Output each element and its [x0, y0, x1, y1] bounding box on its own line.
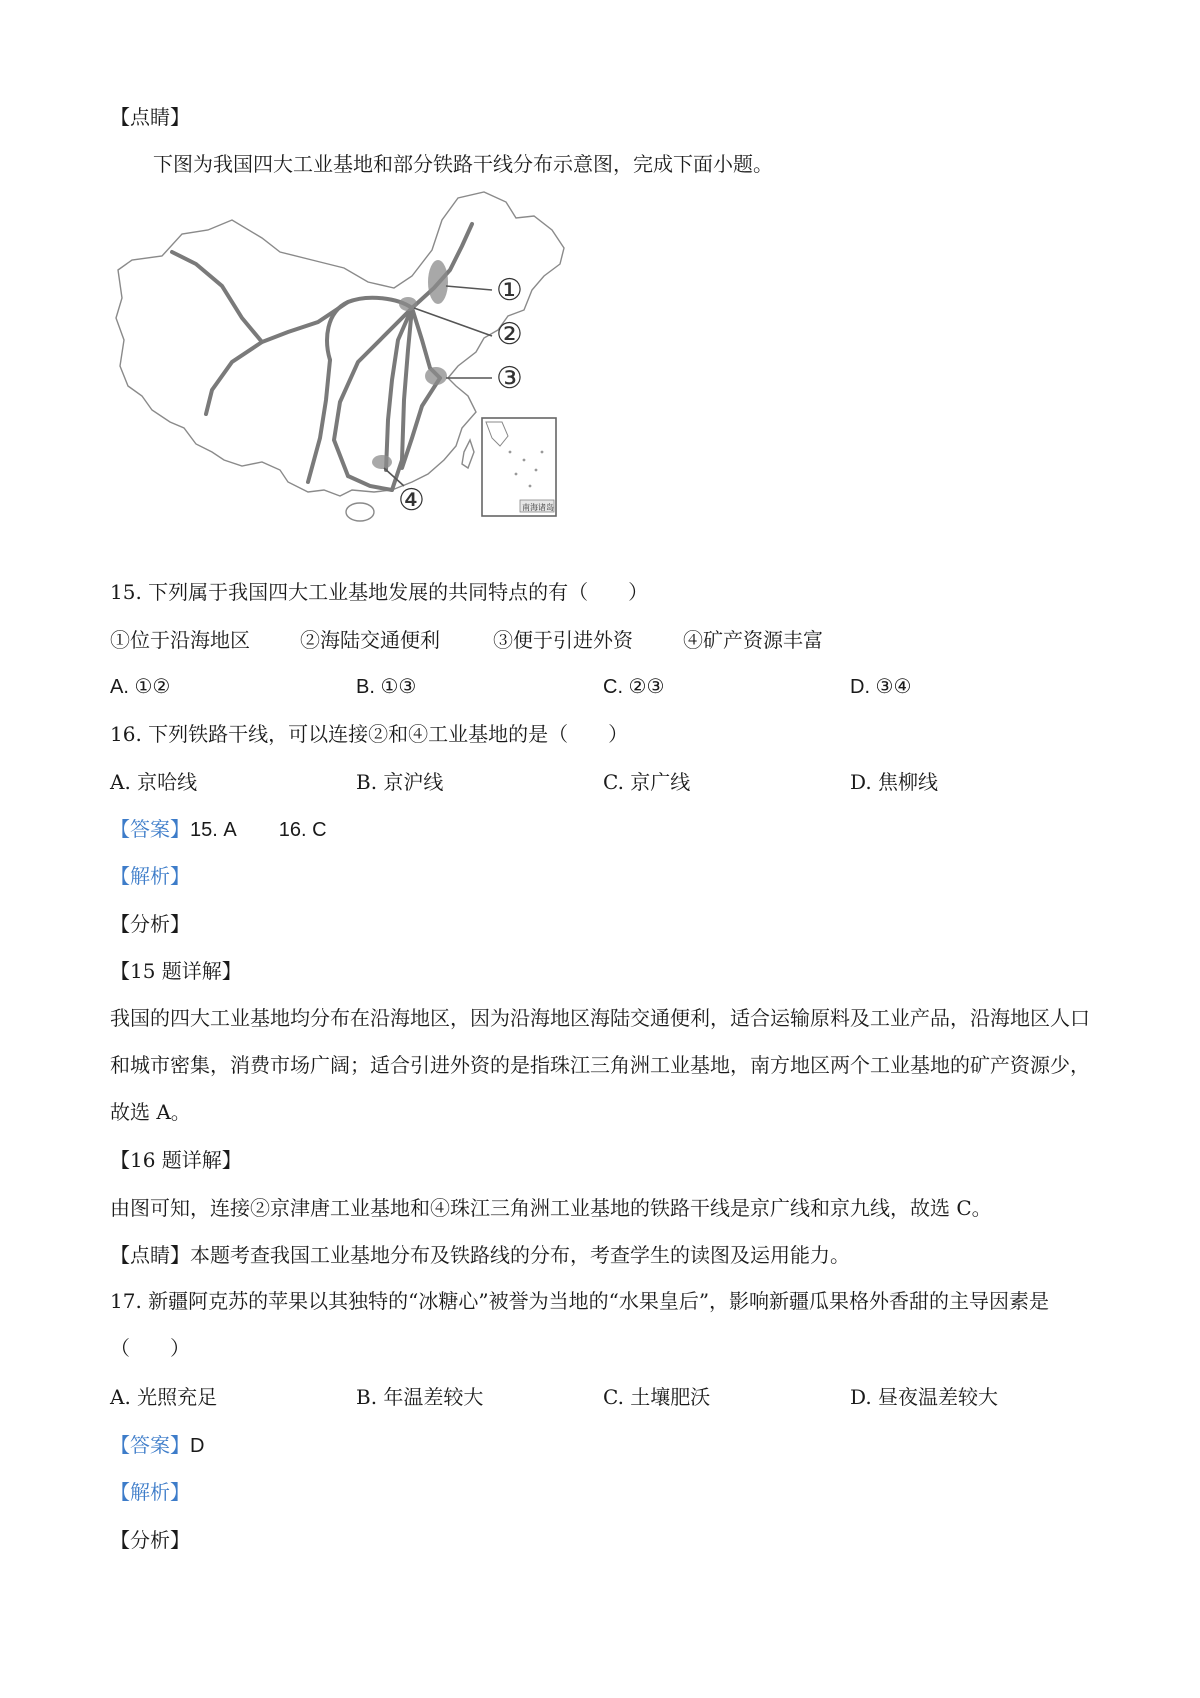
- q16-option-d: D. 焦柳线: [850, 770, 939, 794]
- detail15-heading: 【15 题详解】: [110, 959, 242, 983]
- tip-heading: 【点睛】: [110, 105, 190, 129]
- industrial-base-3: [425, 367, 447, 385]
- south-china-sea-inset: [482, 418, 556, 516]
- tip-text: 本题考查我国工业基地分布及铁路线的分布，考查学生的读图及运用能力。: [190, 1243, 850, 1267]
- hainan-island: [346, 503, 374, 521]
- q15-statement-2: ②海陆交通便利: [300, 628, 440, 652]
- inset-caption: 南海诸岛: [522, 503, 554, 512]
- railway-line: [348, 476, 392, 490]
- industrial-base-4: [372, 455, 392, 469]
- fenxi-label: 【分析】: [110, 912, 190, 936]
- detail16-heading: 【16 题详解】: [110, 1148, 242, 1172]
- taiwan-island: [462, 440, 474, 468]
- china-industrial-base-map: [112, 190, 612, 562]
- q15-option-c: C. ②③: [603, 676, 665, 698]
- detail16-text: 由图可知，连接②京津唐工业基地和④珠江三角洲工业基地的铁路干线是京广线和京九线，故选 C。: [110, 1196, 992, 1220]
- answer-label-2: 【答案】: [110, 1433, 190, 1457]
- q15-stem: 15. 下列属于我国四大工业基地发展的共同特点的有（ ）: [110, 580, 649, 604]
- analysis-label: 【解析】: [110, 864, 190, 888]
- q16-option-b: B. 京沪线: [356, 770, 444, 794]
- answer-value-15: 15. A: [190, 819, 237, 841]
- q17-stem: 17. 新疆阿克苏的苹果以其独特的“冰糖心”被誉为当地的“水果皇后”，影响新疆瓜果格外香甜的主导因素是（ ）: [110, 1289, 1050, 1360]
- q15-option-b: B. ①③: [356, 676, 417, 698]
- q17-option-a: A. 光照充足: [110, 1385, 218, 1409]
- q15-statement-4: ④矿产资源丰富: [683, 628, 823, 652]
- q15-option-a: A. ①②: [110, 676, 171, 698]
- analysis-label-2: 【解析】: [110, 1480, 190, 1504]
- railway-line: [172, 252, 262, 342]
- answer-value-17: D: [190, 1435, 205, 1457]
- tip-label: 【点睛】: [110, 1243, 190, 1267]
- fenxi-label-2: 【分析】: [110, 1528, 190, 1552]
- marker-1: ①: [496, 273, 523, 308]
- q17-option-d: D. 昼夜温差较大: [850, 1385, 999, 1409]
- leader-line-2: [414, 308, 492, 336]
- answer-label: 【答案】: [110, 817, 190, 841]
- q15-option-d: D. ③④: [850, 676, 912, 698]
- q17-option-b: B. 年温差较大: [356, 1385, 484, 1409]
- railway-line: [402, 378, 440, 468]
- answer-row: [110, 815, 327, 844]
- detail15-text: 我国的四大工业基地均分布在沿海地区，因为沿海地区海陆交通便利，适合运输原料及工业产品，沿海地区人口和城市密集，消费市场广阔；适合引进外资的是指珠江三角洲工业基地，南方地区两个工业基地的矿产资源少，故选 A。: [110, 1006, 1090, 1124]
- industrial-base-1: [428, 260, 448, 304]
- q17-option-c: C. 土壤肥沃: [603, 1385, 711, 1409]
- answer-row-2: [110, 1431, 204, 1460]
- q16-stem: 16. 下列铁路干线，可以连接②和④工业基地的是（ ）: [110, 722, 629, 746]
- railway-line: [308, 360, 330, 482]
- tip-row: [110, 1241, 850, 1269]
- marker-4: ④: [398, 483, 425, 518]
- q16-option-a: A. 京哈线: [110, 770, 198, 794]
- marker-3: ③: [496, 361, 523, 396]
- q16-option-c: C. 京广线: [603, 770, 691, 794]
- q15-statement-3: ③便于引进外资: [493, 628, 633, 652]
- leader-line-1: [446, 286, 492, 290]
- answer-value-16: 16. C: [278, 819, 327, 841]
- marker-2: ②: [496, 317, 523, 352]
- q15-statement-1: ①位于沿海地区: [110, 628, 250, 652]
- intro-text: 下图为我国四大工业基地和部分铁路干线分布示意图，完成下面小题。: [153, 152, 773, 176]
